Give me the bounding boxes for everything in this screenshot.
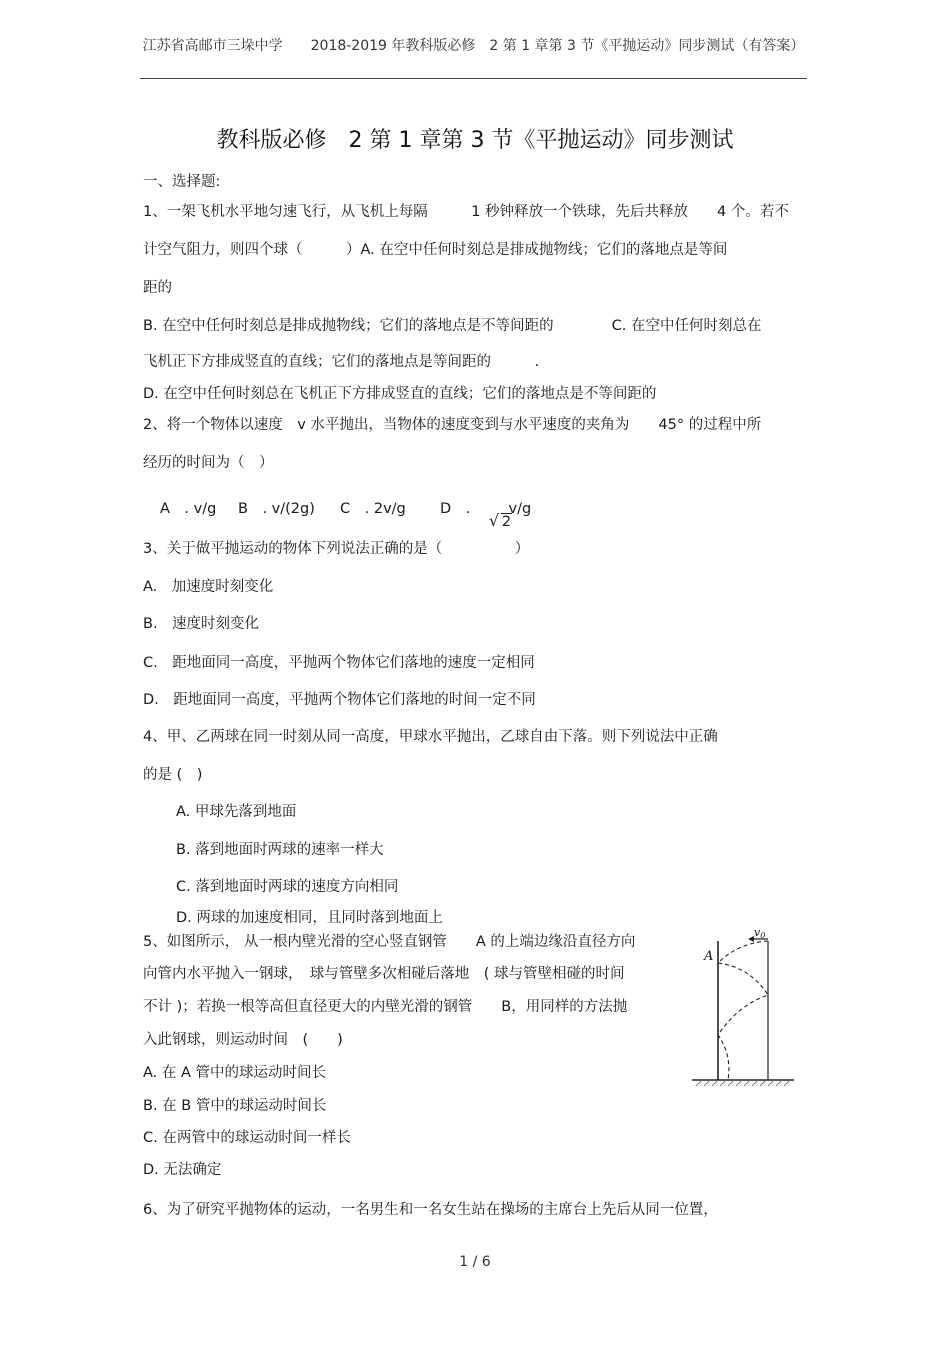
q5-option-b: B. 在 B 管中的球运动时间长 <box>143 1098 327 1114</box>
q6-line-1: 6、为了研究平抛物体的运动，一名男生和一名女生站在操场的主席台上先后从同一位置， <box>143 1202 718 1218</box>
q5-line-3: 不计 )；若换一根等高但直径更大的内壁光滑的钢管 B，用同样的方法抛 <box>143 999 628 1015</box>
header-rule <box>140 78 807 79</box>
q5-line-4: 入此钢球，则运动时间 ( ) <box>143 1032 343 1048</box>
q5-option-d: D. 无法确定 <box>143 1162 222 1178</box>
velocity-label: v0 <box>754 926 766 940</box>
q2-option-d-tail: v/g <box>508 501 532 517</box>
ground-hatching <box>696 1080 790 1086</box>
document-title: 教科版必修 2 第 1 章第 3 节《平抛运动》同步测试 <box>216 128 734 153</box>
q2-option-d-label: D . <box>440 501 471 517</box>
q4-option-b: B. 落到地面时两球的速率一样大 <box>176 842 384 858</box>
q2-option-c: C . 2v/g <box>340 501 406 517</box>
q4-option-a: A. 甲球先落到地面 <box>176 804 297 820</box>
q3-option-b: B. 速度时刻变化 <box>143 616 260 632</box>
sqrt-radicand: 2 <box>501 514 512 530</box>
q3-option-a: A. 加速度时刻变化 <box>143 579 274 595</box>
q1-line-2: 计空气阻力，则四个球（ ）A. 在空中任何时刻总是排成抛物线；它们的落地点是等间 <box>143 242 728 258</box>
q2-option-d <box>440 497 532 530</box>
q1-line-1: 1、一架飞机水平地匀速飞行，从飞机上每隔 1 秒钟释放一个铁球，先后共释放 4 个。若不 <box>143 204 789 220</box>
q3-option-c: C. 距地面同一高度，平抛两个物体它们落地的速度一定相同 <box>143 655 535 671</box>
ball-trajectory <box>718 941 768 1080</box>
tube-a-label: A <box>704 949 714 964</box>
q5-option-c: C. 在两管中的球运动时间一样长 <box>143 1130 351 1146</box>
q5-line-1: 5、如图所示， 从一根内壁光滑的空心竖直钢管 A 的上端边缘沿直径方向 <box>143 934 636 950</box>
q2-line-1: 2、将一个物体以速度 v 水平抛出，当物体的速度变到与水平速度的夹角为 45° 的过程中所 <box>143 417 762 433</box>
page-header: 江苏省高邮市三垛中学 2018-2019 年教科版必修 2 第 1 章第 3 节《平抛运动》同步测试（有答案） <box>142 38 805 54</box>
q3-stem: 3、关于做平抛运动的物体下列说法正确的是（ ） <box>143 541 530 557</box>
q1-line-6: D. 在空中任何时刻总在飞机正下方排成竖直的直线；它们的落地点是不等间距的 <box>143 386 657 402</box>
q2-line-2: 经历的时间为（ ） <box>143 455 274 471</box>
q1-line-5: 飞机正下方排成竖直的直线；它们的落地点是等间距的 . <box>143 354 540 370</box>
q5-line-2: 向管内水平抛入一钢球， 球与管壁多次相碰后落地 ( 球与管壁相碰的时间 <box>143 966 625 982</box>
q4-option-c: C. 落到地面时两球的速度方向相同 <box>176 879 399 895</box>
q3-option-d: D. 距地面同一高度，平抛两个物体它们落地的时间一定不同 <box>143 692 536 708</box>
q4-option-d: D. 两球的加速度相同，且同时落到地面上 <box>176 910 443 926</box>
page-number: 1 / 6 <box>459 1254 491 1270</box>
tube-figure <box>688 925 798 1090</box>
q2-option-a: A . v/g <box>160 501 217 517</box>
section-heading: 一、选择题: <box>143 174 221 190</box>
q5-option-a: A. 在 A 管中的球运动时间长 <box>143 1065 327 1081</box>
q1-line-3: 距的 <box>143 280 172 296</box>
q4-line-2: 的是 ( ) <box>143 767 203 783</box>
q2-option-b: B . v/(2g) <box>238 501 315 517</box>
q1-line-4: B. 在空中任何时刻总是排成抛物线；它们的落地点是不等间距的 C. 在空中任何时刻总在 <box>143 318 762 334</box>
q4-line-1: 4、甲、乙两球在同一时刻从同一高度，甲球水平抛出，乙球自由下落。则下列说法中正确 <box>143 729 718 745</box>
